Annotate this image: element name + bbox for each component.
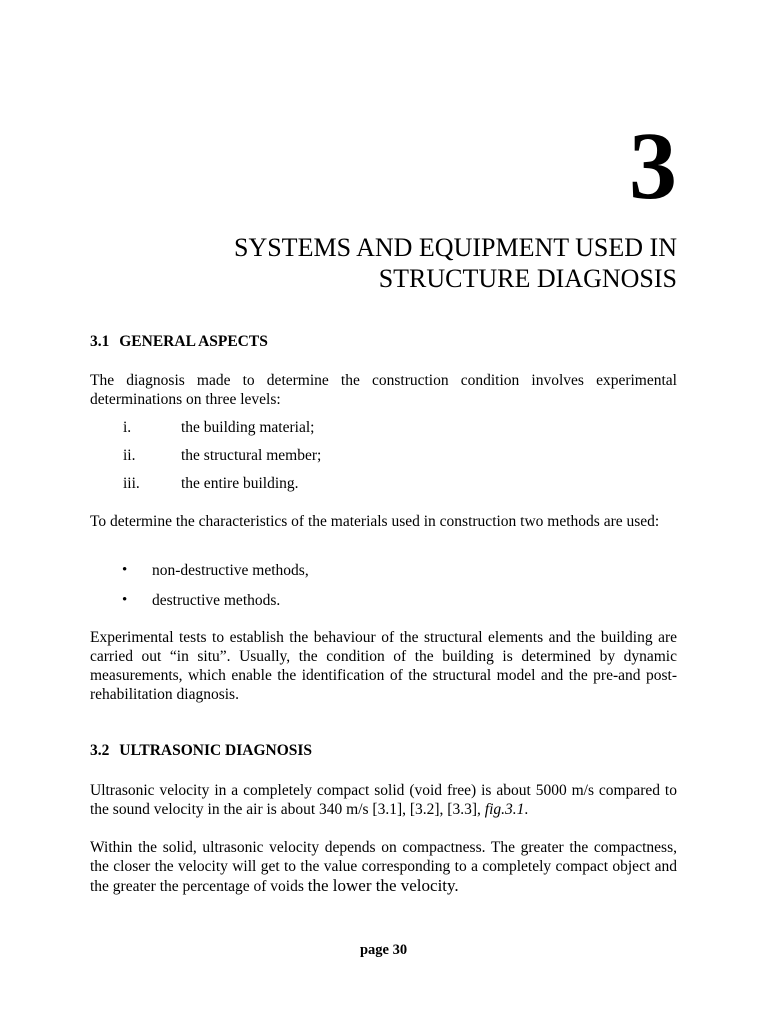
paragraph-text: Within the solid, ultrasonic velocity depends on compactness. The greater the compactness, the closer the velocity will get to the value corresponding to a completely compact object and the greater the percentage of voids <box>90 839 677 895</box>
paragraph-end: . <box>524 801 529 818</box>
figure-reference: fig.3.1 <box>484 801 525 818</box>
chapter-title <box>90 232 677 294</box>
list-item-text: destructive methods. <box>152 592 281 609</box>
paragraph-text: Ultrasonic velocity in a completely compact solid (void free) is about 5000 m/s compared to the sound velocity in the air is about 340 m/s [3.1], [3.2], [3.3], <box>90 782 677 818</box>
list-item <box>122 561 309 591</box>
list-item <box>123 418 321 446</box>
list-marker: iii. <box>123 475 140 492</box>
list-item-text: the structural member; <box>181 447 322 464</box>
document-page <box>90 0 677 1024</box>
section-number: 3.2 <box>90 742 110 759</box>
section-heading-3-1 <box>90 332 268 352</box>
experimental-tests-paragraph: Experimental tests to establish the behaviour of the structural elements and the building are carried out “in situ”. Usually, the condition of the building is determined by dynamic measurements, which enable the identification of the structural model and the pre-and post-rehabilitation diagnosis. <box>90 629 677 703</box>
chapter-title-line-1: SYSTEMS AND EQUIPMENT USED IN <box>233 233 677 262</box>
section-title: GENERAL ASPECTS <box>119 333 268 350</box>
section-number: 3.1 <box>90 333 110 350</box>
section-intro-paragraph: The diagnosis made to determine the construction condition involves experimental determinations on three levels: <box>90 372 677 408</box>
section-title: ULTRASONIC DIAGNOSIS <box>119 742 313 759</box>
list-item <box>123 446 321 474</box>
list-marker: i. <box>123 419 132 436</box>
list-item-text: the building material; <box>181 419 315 436</box>
methods-list <box>122 561 309 621</box>
page-number: page 30 <box>359 942 408 958</box>
bullet-icon: • <box>122 592 128 608</box>
list-item-text: non-destructive methods, <box>152 562 309 579</box>
list-marker: ii. <box>123 447 136 464</box>
bullet-icon: • <box>122 562 128 578</box>
section-heading-3-2 <box>90 741 312 761</box>
methods-intro-paragraph: To determine the characteristics of the materials used in construction two methods are used: <box>90 513 660 530</box>
chapter-number: 3 <box>629 112 677 219</box>
paragraph-tail: the lower the velocity. <box>307 876 459 895</box>
list-item <box>122 591 309 621</box>
compactness-paragraph <box>90 838 677 896</box>
list-item-text: the entire building. <box>181 475 299 492</box>
list-item <box>123 474 321 502</box>
chapter-title-line-2: STRUCTURE DIAGNOSIS <box>378 264 677 293</box>
ultrasonic-velocity-paragraph <box>90 781 677 819</box>
levels-list <box>123 418 321 502</box>
